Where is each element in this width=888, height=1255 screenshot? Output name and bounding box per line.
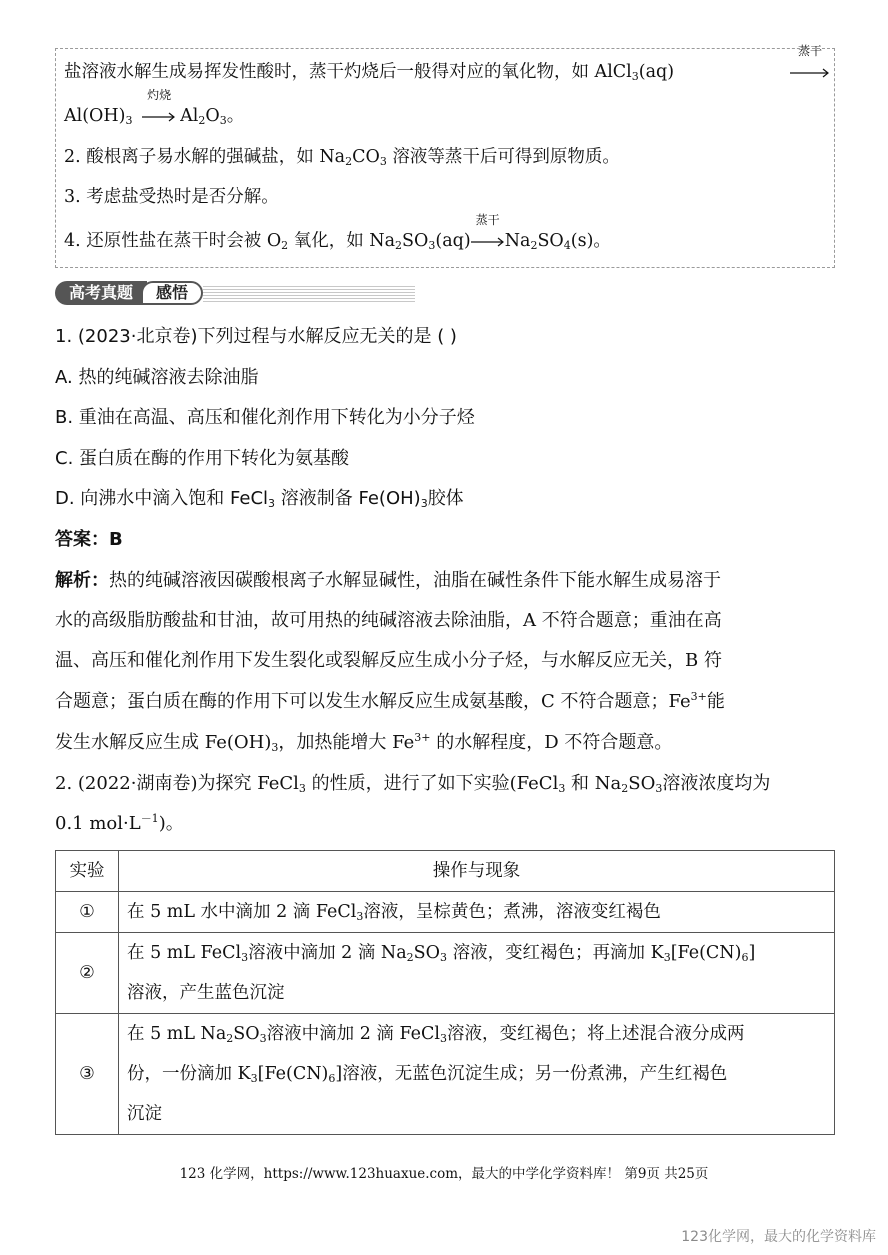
text: 。 bbox=[226, 106, 245, 126]
q1-explanation-line-5 bbox=[55, 730, 672, 756]
text: SO bbox=[402, 231, 429, 251]
text: 4. 还原性盐在蒸干时会被 O bbox=[64, 231, 282, 251]
subscript: 3 bbox=[241, 951, 249, 964]
subscript: 4 bbox=[563, 239, 571, 252]
text: 合题意；蛋白质在酶的作用下可以发生水解反应生成氨基酸，C 不符合题意；Fe bbox=[55, 691, 691, 712]
text: 的水解程度，D 不符合题意。 bbox=[430, 732, 673, 753]
text: 溶液，呈棕黄色；煮沸，溶液变红褐色 bbox=[363, 902, 661, 922]
q1-stem: 1. (2023·北京卷)下列过程与水解反应无关的是 ( ) bbox=[55, 326, 457, 347]
subscript: 3 bbox=[250, 1072, 258, 1085]
text: D. 向沸水中滴入饱和 FeCl bbox=[55, 488, 269, 509]
text: 2. 酸根离子易水解的强碱盐，如 Na bbox=[64, 147, 346, 167]
text: (aq) bbox=[638, 62, 675, 82]
subscript: 2 bbox=[406, 951, 414, 964]
q1-option-a: A. 热的纯碱溶液去除油脂 bbox=[55, 367, 259, 388]
superscript: 3+ bbox=[690, 690, 707, 703]
text: 溶液中滴加 2 滴 FeCl bbox=[266, 1024, 440, 1044]
box-line-1-arrow bbox=[790, 44, 830, 84]
subscript: 2 bbox=[395, 239, 403, 252]
subscript: 3 bbox=[271, 741, 279, 754]
superscript: －1 bbox=[140, 812, 159, 825]
header-operation: 操作与现象 bbox=[119, 851, 835, 892]
subscript: 3 bbox=[356, 910, 364, 923]
arrow-label: 灼烧 bbox=[147, 88, 172, 102]
subscript: 3 bbox=[558, 782, 566, 795]
text: Al bbox=[180, 106, 199, 126]
subscript: 3 bbox=[125, 114, 133, 127]
text: 溶液，变红褐色；将上述混合液分成两 bbox=[447, 1024, 745, 1044]
subscript: 3 bbox=[259, 1032, 267, 1045]
answer-value: B bbox=[109, 529, 123, 550]
box-line-3 bbox=[64, 145, 620, 169]
text: [Fe(CN) bbox=[257, 1064, 329, 1084]
text: 份，一份滴加 K bbox=[127, 1064, 251, 1084]
subscript: 6 bbox=[741, 951, 749, 964]
row-content bbox=[119, 933, 835, 1014]
reaction-arrow-icon bbox=[142, 88, 176, 128]
banner-label-right: 感悟 bbox=[141, 281, 203, 305]
text: 在 5 mL FeCl bbox=[127, 943, 242, 963]
text: 热的纯碱溶液因碳酸根离子水解显碱性，油脂在碱性条件下能水解生成易溶于 bbox=[109, 570, 721, 591]
subscript: 2 bbox=[345, 155, 353, 168]
row-number: ③ bbox=[56, 1014, 119, 1135]
text: 的性质，进行了如下实验(FeCl bbox=[305, 773, 559, 794]
superscript: 3+ bbox=[414, 731, 431, 744]
text: 盐溶液水解生成易挥发性酸时，蒸干灼烧后一般得对应的氧化物，如 AlCl bbox=[64, 62, 632, 82]
q1-option-d bbox=[55, 486, 464, 512]
q1-explanation-line-4 bbox=[55, 689, 725, 715]
text: 溶液中滴加 2 滴 Na bbox=[248, 943, 407, 963]
text: Al(OH) bbox=[64, 106, 126, 126]
subscript: 3 bbox=[440, 951, 447, 964]
subscript: 3 bbox=[379, 155, 387, 168]
subscript: 3 bbox=[631, 70, 639, 83]
page-footer: 123 化学网，https://www.123huaxue.com，最大的中学化学资料库！ 第9页 共25页 bbox=[179, 1166, 709, 1182]
subscript: 3 bbox=[420, 497, 428, 510]
text: 溶液浓度均为 bbox=[662, 773, 771, 794]
q1-explanation-line-2: 水的高级脂肪酸盐和甘油，故可用热的纯碱溶液去除油脂，A 不符合题意；重油在高 bbox=[55, 610, 722, 631]
table-row bbox=[56, 892, 835, 933]
text: 胶体 bbox=[427, 488, 464, 509]
q1-answer bbox=[55, 527, 123, 553]
row-line: 沉淀 bbox=[127, 1104, 162, 1124]
text: 在 5 mL 水中滴加 2 滴 FeCl bbox=[127, 902, 357, 922]
subscript: 3 bbox=[428, 239, 436, 252]
box-line-4 bbox=[64, 185, 279, 209]
arrow-label: 蒸干 bbox=[797, 44, 822, 58]
subscript: 2 bbox=[198, 114, 206, 127]
reaction-arrow-icon bbox=[471, 213, 505, 253]
text: Na bbox=[504, 231, 531, 251]
q1-option-b: B. 重油在高温、高压和催化剂作用下转化为小分子烃 bbox=[55, 407, 475, 428]
text: 发生水解反应生成 Fe(OH) bbox=[55, 732, 272, 753]
text: 2. (2022·湖南卷)为探究 FeCl bbox=[55, 773, 299, 794]
row-line: 溶液，产生蓝色沉淀 bbox=[127, 983, 285, 1003]
text: 0.1 mol·L bbox=[55, 813, 141, 834]
text: 在 5 mL Na bbox=[127, 1024, 227, 1044]
subscript: 3 bbox=[298, 782, 306, 795]
text: 3. 考虑盐受热时是否分解。 bbox=[64, 187, 279, 207]
q2-stem-line-1 bbox=[55, 771, 770, 797]
text: CO bbox=[352, 147, 380, 167]
subscript: 2 bbox=[281, 239, 289, 252]
watermark: 123化学网，最大的化学资料库 bbox=[681, 1229, 876, 1245]
q1-option-c: C. 蛋白质在酶的作用下转化为氨基酸 bbox=[55, 448, 350, 469]
text: 氧化，如 Na bbox=[288, 231, 396, 251]
arrow-label: 蒸干 bbox=[475, 213, 500, 227]
q1-explanation-line-3: 温、高压和催化剂作用下发生裂化或裂解反应生成小分子烃，与水解反应无关，B 符 bbox=[55, 650, 722, 671]
row-content bbox=[119, 1014, 835, 1135]
row-line bbox=[127, 1054, 826, 1094]
row-line bbox=[127, 1014, 826, 1054]
text: 和 Na bbox=[565, 773, 622, 794]
text: 溶液制备 Fe(OH) bbox=[275, 488, 421, 509]
text: SO bbox=[233, 1024, 260, 1044]
table-row bbox=[56, 1014, 835, 1135]
experiment-table bbox=[55, 850, 835, 1135]
subscript: 2 bbox=[530, 239, 538, 252]
section-banner bbox=[55, 281, 415, 305]
text: ，加热能增大 Fe bbox=[278, 732, 415, 753]
subscript: 2 bbox=[226, 1032, 234, 1045]
subscript: 3 bbox=[655, 782, 663, 795]
subscript: 3 bbox=[663, 951, 671, 964]
text: SO bbox=[537, 231, 564, 251]
subscript: 6 bbox=[328, 1072, 336, 1085]
header-experiment: 实验 bbox=[56, 851, 119, 892]
text: ] bbox=[748, 943, 756, 963]
text: 溶液，变红褐色；再滴加 K bbox=[447, 943, 664, 963]
reaction-arrow-icon bbox=[790, 44, 830, 84]
text: [Fe(CN) bbox=[670, 943, 742, 963]
subscript: 3 bbox=[440, 1032, 447, 1045]
text: O bbox=[205, 106, 220, 126]
subscript: 2 bbox=[621, 782, 629, 795]
text: (aq) bbox=[435, 231, 471, 251]
text: SO bbox=[413, 943, 440, 963]
text: 能 bbox=[706, 691, 725, 712]
row-number: ② bbox=[56, 933, 119, 1014]
q2-stem-line-2 bbox=[55, 811, 184, 837]
subscript: 3 bbox=[219, 114, 227, 127]
text: ]溶液，无蓝色沉淀生成；另一份煮沸，产生红褐色 bbox=[335, 1064, 728, 1084]
box-line-2 bbox=[64, 88, 245, 128]
subscript: 3 bbox=[268, 497, 276, 510]
answer-label: 答案： bbox=[55, 529, 109, 550]
row-content bbox=[119, 892, 835, 933]
banner-stripes bbox=[203, 286, 415, 302]
box-line-1 bbox=[64, 60, 674, 84]
row-number: ① bbox=[56, 892, 119, 933]
banner-label-left: 高考真题 bbox=[55, 281, 147, 305]
q1-explanation-line-1 bbox=[55, 568, 721, 594]
text: (s)。 bbox=[570, 231, 611, 251]
text: SO bbox=[628, 773, 656, 794]
box-line-5 bbox=[64, 213, 611, 253]
row-line bbox=[127, 933, 826, 973]
text: )。 bbox=[158, 813, 184, 834]
explanation-label: 解析： bbox=[55, 570, 109, 591]
text: 溶液等蒸干后可得到原物质。 bbox=[386, 147, 620, 167]
table-header-row bbox=[56, 851, 835, 892]
table-row bbox=[56, 933, 835, 1014]
